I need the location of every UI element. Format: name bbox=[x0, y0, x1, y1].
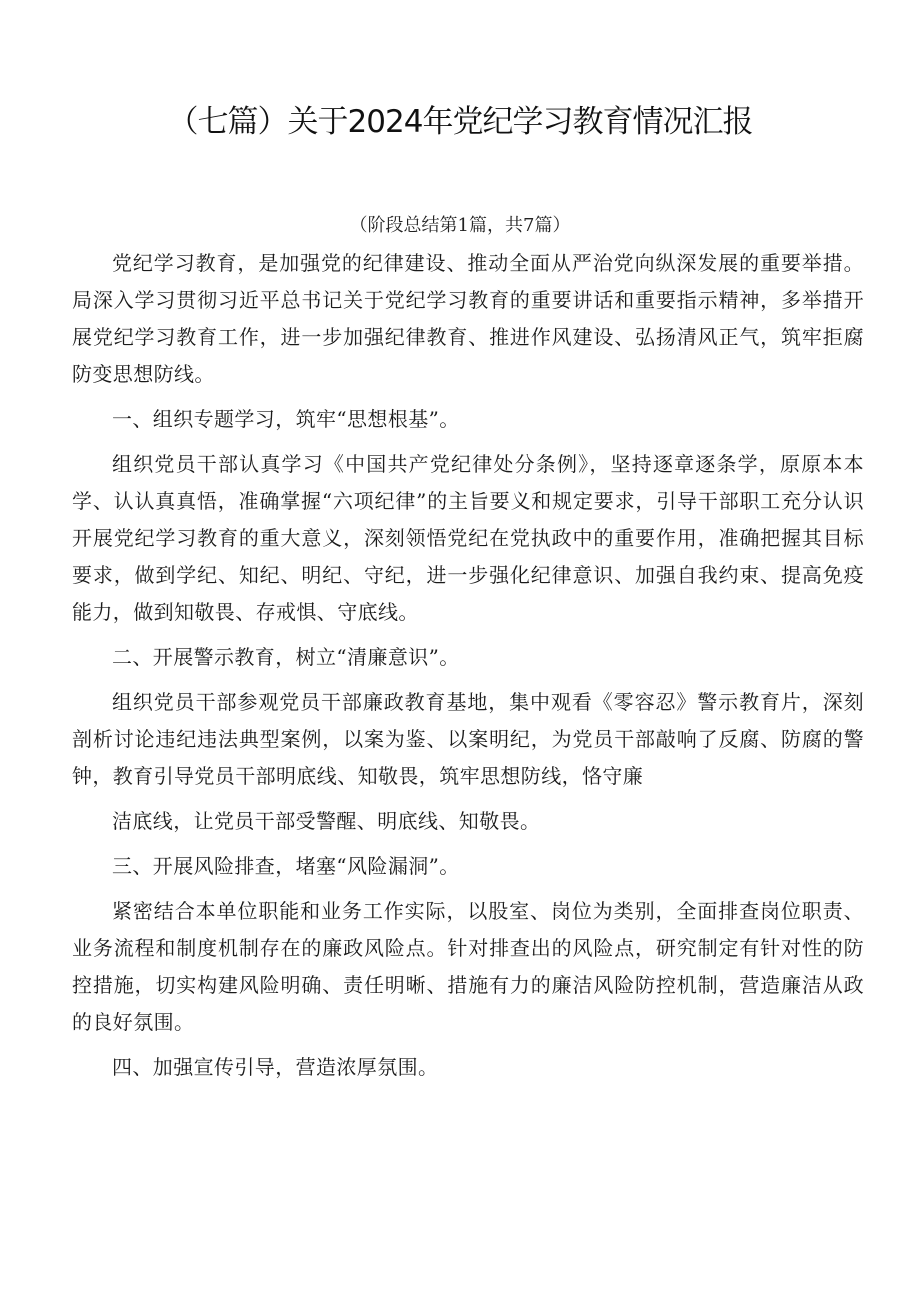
section-paragraph-1: 组织党员干部认真学习《中国共产党纪律处分条例》，坚持逐章逐条学，原原本本学、认认真真悟，准确掌握“六项纪律”的主旨要义和规定要求，引导干部职工充分认识开展党纪学习教育的重大意义，深刻领悟党纪在党执政中的重要作用，准确把握其目标要求，做到学纪、知纪、明纪、守纪，进一步强化纪律意识、加强自我约束、提高免疫能力，做到知敬畏、存戒惧、守底线。 bbox=[72, 452, 864, 624]
section-heading-3: 三、开展风险排查，堵塞“风险漏洞”。 bbox=[112, 854, 460, 878]
document-body bbox=[72, 245, 864, 1086]
section-heading-2: 二、开展警示教育，树立“清廉意识”。 bbox=[112, 645, 460, 669]
document-title: （七篇）关于2024年党纪学习教育情况汇报 bbox=[167, 104, 753, 140]
section-heading-1: 一、组织专题学习，筑牢“思想根基”。 bbox=[112, 407, 460, 431]
section-paragraph-2: 组织党员干部参观党员干部廉政教育基地，集中观看《零容忍》警示教育片，深刻剖析讨论违纪违法典型案例，以案为鉴、以案明纪，为党员干部敲响了反腐、防腐的警钟，教育引导党员干部明底线、知敬畏，筑牢思想防线，恪守廉 bbox=[72, 690, 864, 788]
section-paragraph-3: 紧密结合本单位职能和业务工作实际，以股室、岗位为类别，全面排查岗位职责、业务流程和制度机制存在的廉政风险点。针对排查出的风险点，研究制定有针对性的防控措施，切实构建风险明确、责任明晰、措施有力的廉洁风险防控机制，营造廉洁从政的良好氛围。 bbox=[72, 899, 864, 1034]
intro-paragraph: 党纪学习教育，是加强党的纪律建设、推动全面从严治党向纵深发展的重要举措。局深入学习贯彻习近平总书记关于党纪学习教育的重要讲话和重要指示精神，多举措开展党纪学习教育工作，进一步加强纪律教育、推进作风建设、弘扬清风正气，筑牢拒腐防变思想防线。 bbox=[72, 251, 864, 386]
document-subtitle: （阶段总结第1篇，共7篇） bbox=[349, 215, 571, 236]
section-paragraph-2-continued: 洁底线，让党员干部受警醒、明底线、知敬畏。 bbox=[112, 809, 541, 833]
section-heading-4: 四、加强宣传引导，营造浓厚氛围。 bbox=[112, 1055, 439, 1079]
